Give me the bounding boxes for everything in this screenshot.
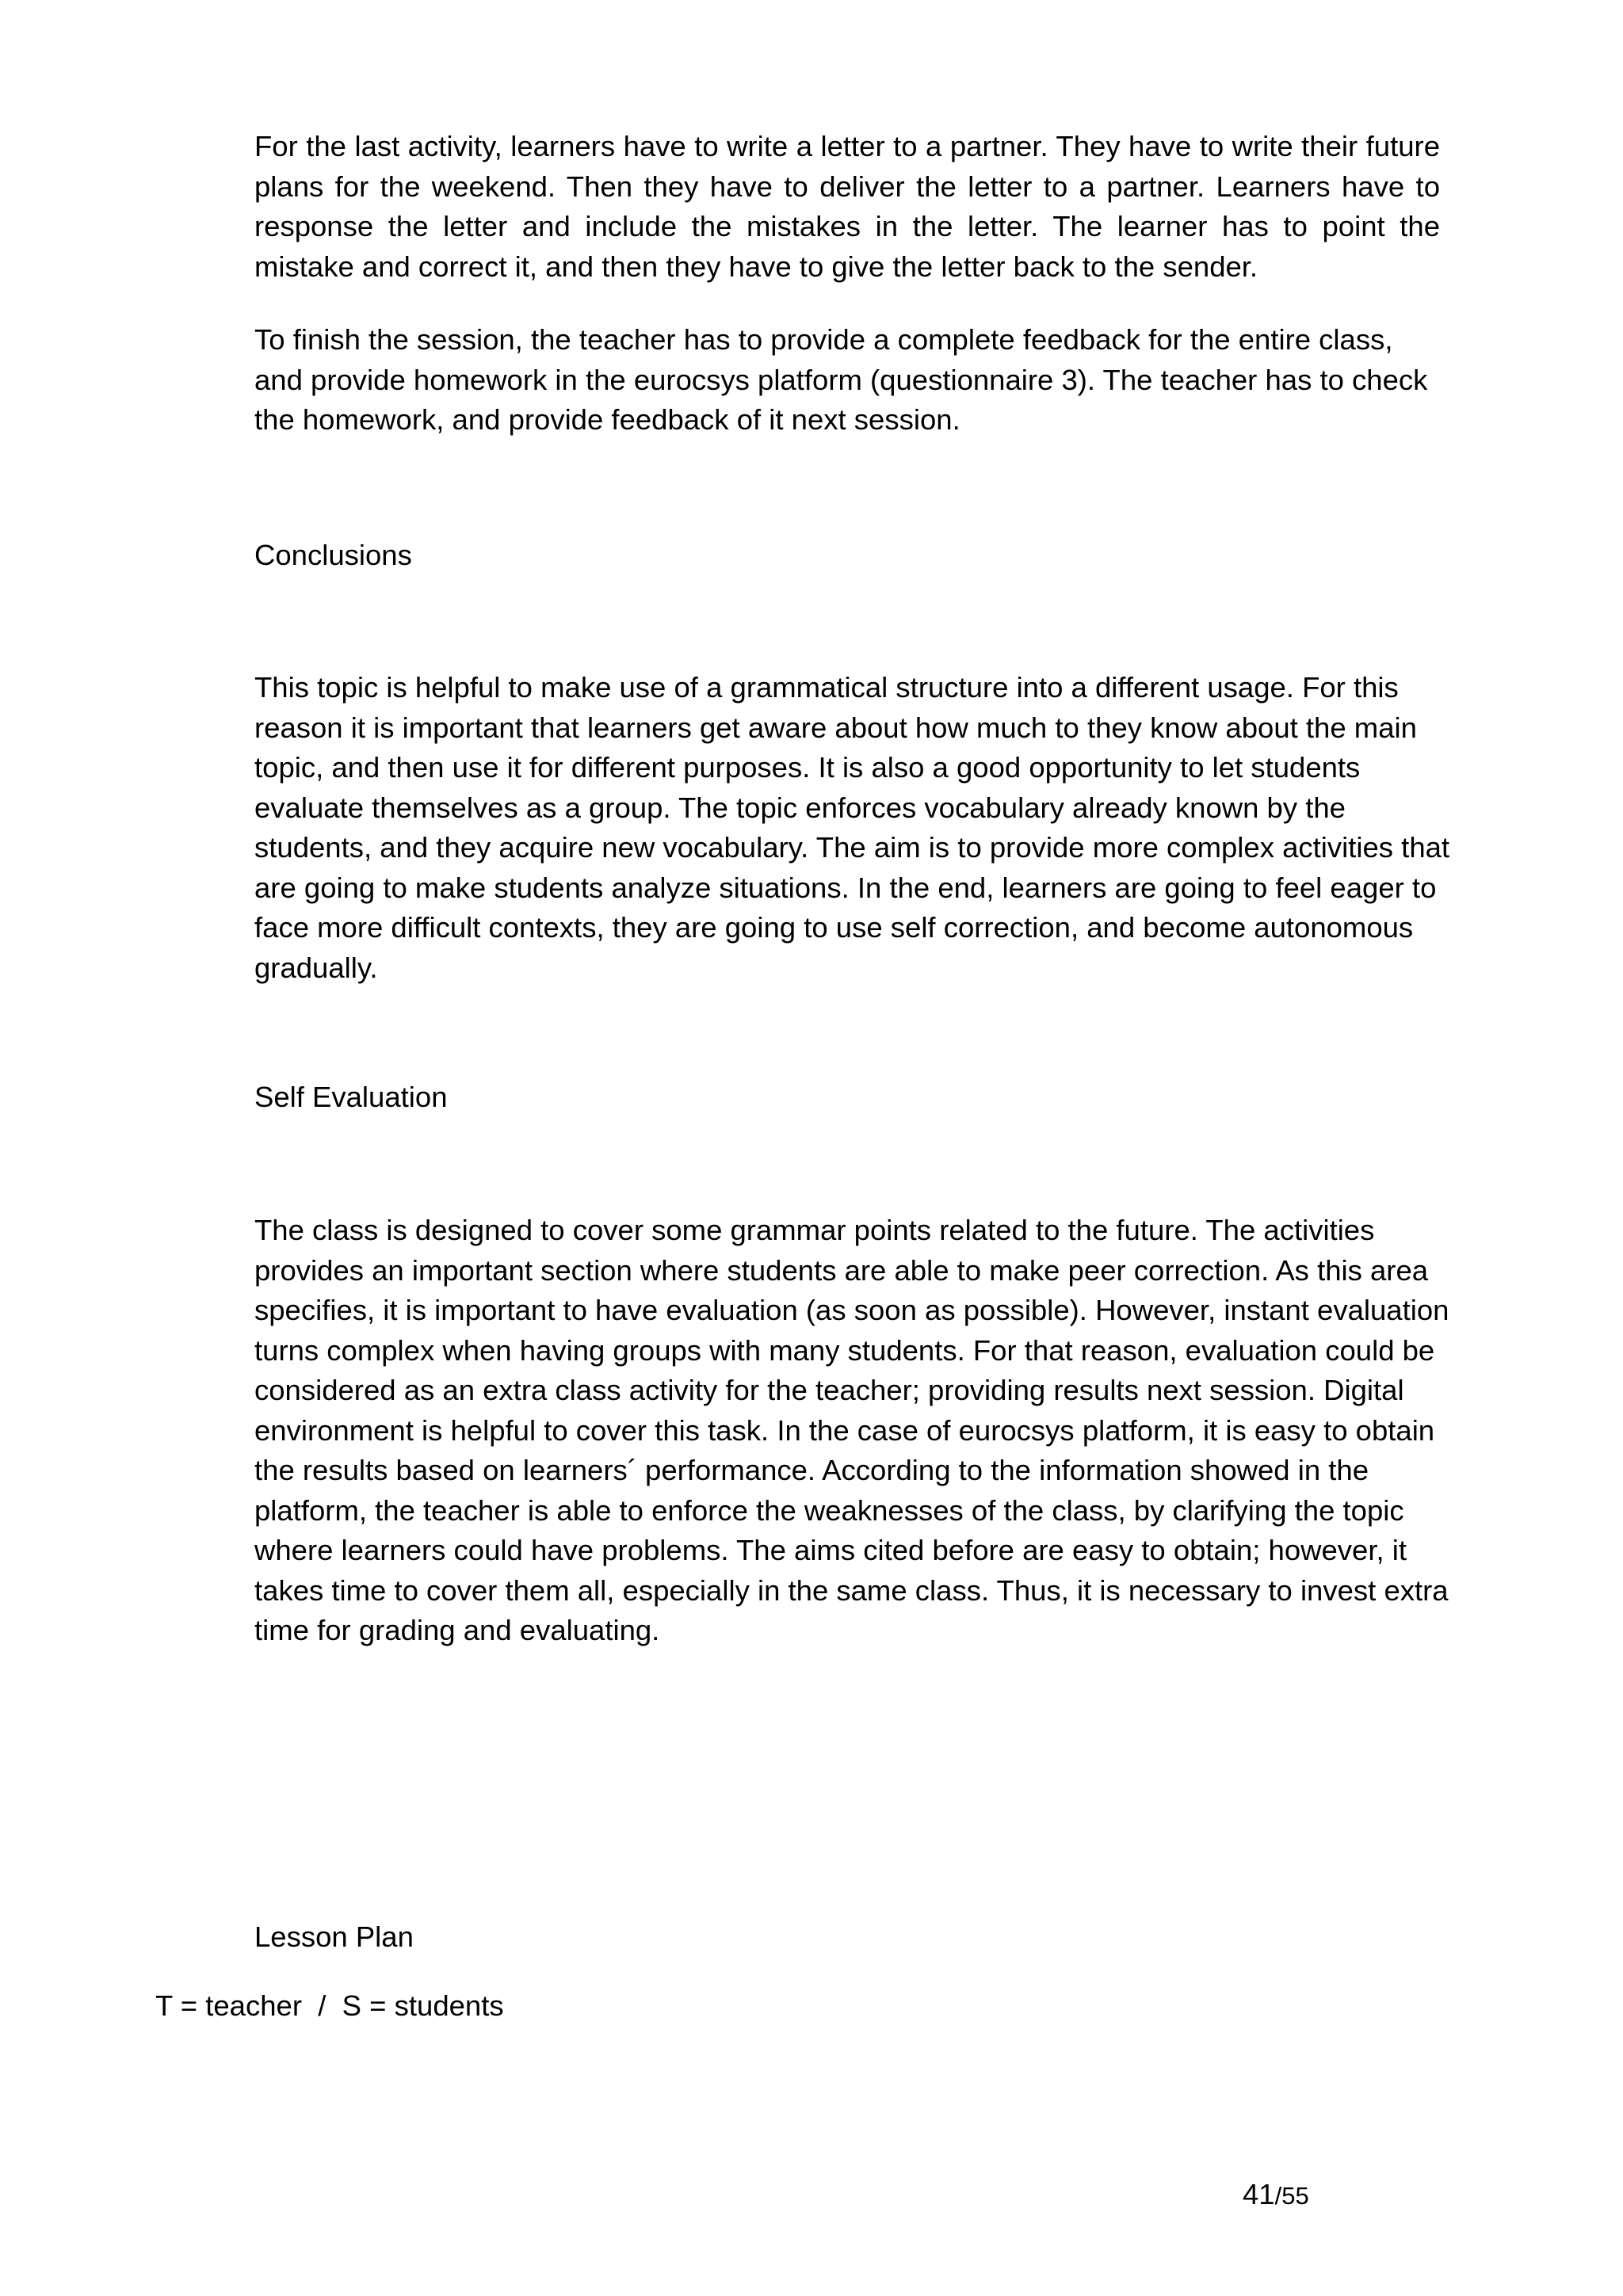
abbreviation-legend: T = teacher / S = students [155, 1989, 504, 2022]
page-number-total: /55 [1274, 2182, 1309, 2210]
conclusions-heading: Conclusions [254, 539, 412, 571]
letter-activity-paragraph: For the last activity, learners have to write a letter to a partner. They have to write their future plans for the weekend. Then they have to deliver the letter to a partner. Learners have to response the letter and include the mistakes in the letter. The learner has to point the mistake and correct it, and then they have to give the letter back to the sender. [254, 130, 1440, 283]
self-evaluation-heading: Self Evaluation [254, 1081, 448, 1113]
finish-session-paragraph: To finish the session, the teacher has to provide a complete feedback for the entire class, and provide homework in the eurocsys platform (questionnaire 3). The teacher has to check the homework, and provide feedback of it next session. [254, 323, 1428, 436]
lesson-plan-heading: Lesson Plan [254, 1920, 414, 1953]
self-evaluation-paragraph: The class is designed to cover some grammar points related to the future. The activities provides an important section where students are able to make peer correction. As this area specifies, it is important to have evaluation (as soon as possible). However, instant evaluation turns complex when having groups with many students. For that reason, evaluation could be considered as an extra class activity for the teacher; providing results next session. Digital environment is helpful to cover this task. In the case of eurocsys platform, it is easy to obtain the results based on learners´ performance. According to the information showed in the platform, the teacher is able to enforce the weaknesses of the class, by clarifying the topic where learners could have problems. The aims cited before are easy to obtain; however, it takes time to cover them all, especially in the same class. Thus, it is necessary to invest extra time for grading and evaluating. [254, 1214, 1449, 1646]
page-number-current: 41 [1243, 2178, 1275, 2210]
page-number [1243, 2175, 1309, 2216]
conclusions-paragraph: This topic is helpful to make use of a grammatical structure into a different usage. For this reason it is important that learners get aware about how much to they know about the main topic, and then use it for different purposes. It is also a good opportunity to let students evaluate themselves as a group. The topic enforces vocabulary already known by the students, and they acquire new vocabulary. The aim is to provide more complex activities that are going to make students analyze situations. In the end, learners are going to feel eager to face more difficult contexts, they are going to use self correction, and become autonomous gradually. [254, 671, 1450, 984]
